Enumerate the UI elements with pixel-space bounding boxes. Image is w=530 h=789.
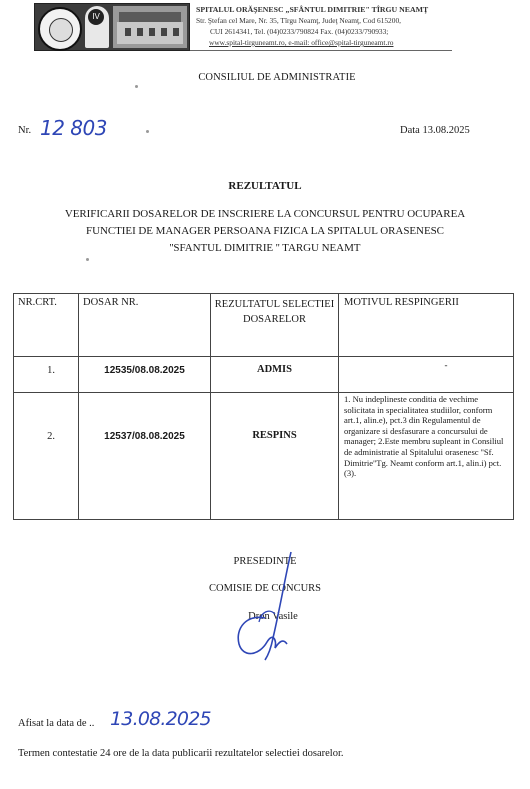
document-date: Data 13.08.2025	[400, 125, 470, 136]
scan-speck	[146, 130, 149, 133]
results-table	[13, 293, 514, 520]
building-window	[173, 28, 179, 36]
table-row	[14, 393, 514, 520]
hospital-web-email[interactable]: www.spital-tirguneamt.ro, e-mail: office@spital-tirguneamt.ro	[209, 38, 394, 47]
building-roof	[119, 12, 181, 22]
subtitle-line-3: ''SFANTUL DIMITRIE '' TARGU NEAMT	[169, 242, 361, 254]
row-dosar: 12535/08.08.2025	[79, 357, 211, 393]
scan-speck	[135, 85, 138, 88]
signature-commission: COMISIE DE CONCURS	[208, 583, 321, 594]
registration-nr-handwritten: 12 803	[40, 116, 107, 140]
building-window	[125, 28, 131, 36]
document-title: REZULTATUL	[228, 180, 302, 192]
row-nr: 2.	[14, 393, 79, 520]
certification-level: IV	[88, 9, 104, 25]
hospital-building-photo	[113, 6, 187, 48]
scan-speck	[86, 258, 89, 261]
building-window	[161, 28, 167, 36]
table-row	[14, 357, 514, 393]
row-nr: 1.	[14, 357, 79, 393]
hospital-name: SPITALUL ORĂŞENESC „SFÂNTUL DIMITRIE" TÎRGU NEAMŢ	[196, 5, 429, 14]
header-divider	[190, 50, 452, 51]
appeal-deadline-note: Termen contestatie 24 ore de la data publicarii rezultatelor selectiei dosarelor.	[18, 748, 344, 759]
certification-badge	[85, 6, 109, 48]
header-dosar: DOSAR NR.	[79, 294, 211, 357]
row-motiv: -	[339, 357, 514, 393]
row-motiv: 1. Nu indeplineste conditia de vechime solicitata in specialitatea studiilor, conform art.1, alin.e), pct.3 din Regulamentul de organizare si desfasurare a concursului de manager; 2.Este membru supleant in Consiliul de administratie al Spitalului orasenesc ''Sf. Dimitrie''Tg. Neamt conform art.1, alin.i) pct.(3).	[339, 393, 514, 520]
council-heading-text: CONSILIUL DE ADMINISTRATIE	[198, 72, 356, 83]
table-header-row	[14, 294, 514, 357]
seal-inner-emblem	[49, 18, 73, 42]
row-dosar: 12537/08.08.2025	[79, 393, 211, 520]
subtitle-line-2: FUNCTIEI DE MANAGER PERSOANA FIZICA LA SPITALUL ORASENESC	[86, 225, 444, 237]
building-window	[149, 28, 155, 36]
header-rezultat: REZULTATUL SELECTIEI DOSARELOR	[211, 294, 339, 357]
building-window	[137, 28, 143, 36]
handwritten-signature	[225, 548, 315, 668]
row-rezultat: ADMIS	[211, 357, 339, 393]
council-heading	[0, 72, 530, 83]
posted-label: Afisat la data de ..	[18, 718, 95, 729]
hospital-address: Str. Ştefan cel Mare, Nr. 35, Tîrgu Neamţ, Judeţ Neamţ, Cod 615200,	[196, 16, 401, 25]
hospital-seal-logo	[38, 7, 82, 51]
header-nr-crt: NR.CRT.	[14, 294, 79, 357]
registration-nr-label: Nr.	[18, 125, 32, 136]
header-logos	[34, 3, 190, 51]
row-rezultat: RESPINS	[211, 393, 339, 520]
posted-date-handwritten: 13.08.2025	[110, 708, 211, 730]
signature-role: PRESEDINTE	[233, 556, 297, 567]
subtitle-line-1: VERIFICARII DOSARELOR DE INSCRIERE LA CONCURSUL PENTRU OCUPAREA	[64, 208, 466, 220]
signature-name: Dron Vasile	[248, 611, 298, 622]
header-motiv: MOTIVUL RESPINGERII	[339, 294, 514, 357]
posted-label-text: Afisat la data de	[18, 718, 87, 729]
hospital-fiscal-contact: CUI 2614341, Tel. (04)0233/790824 Fax. (04)0233/790933;	[210, 27, 389, 36]
